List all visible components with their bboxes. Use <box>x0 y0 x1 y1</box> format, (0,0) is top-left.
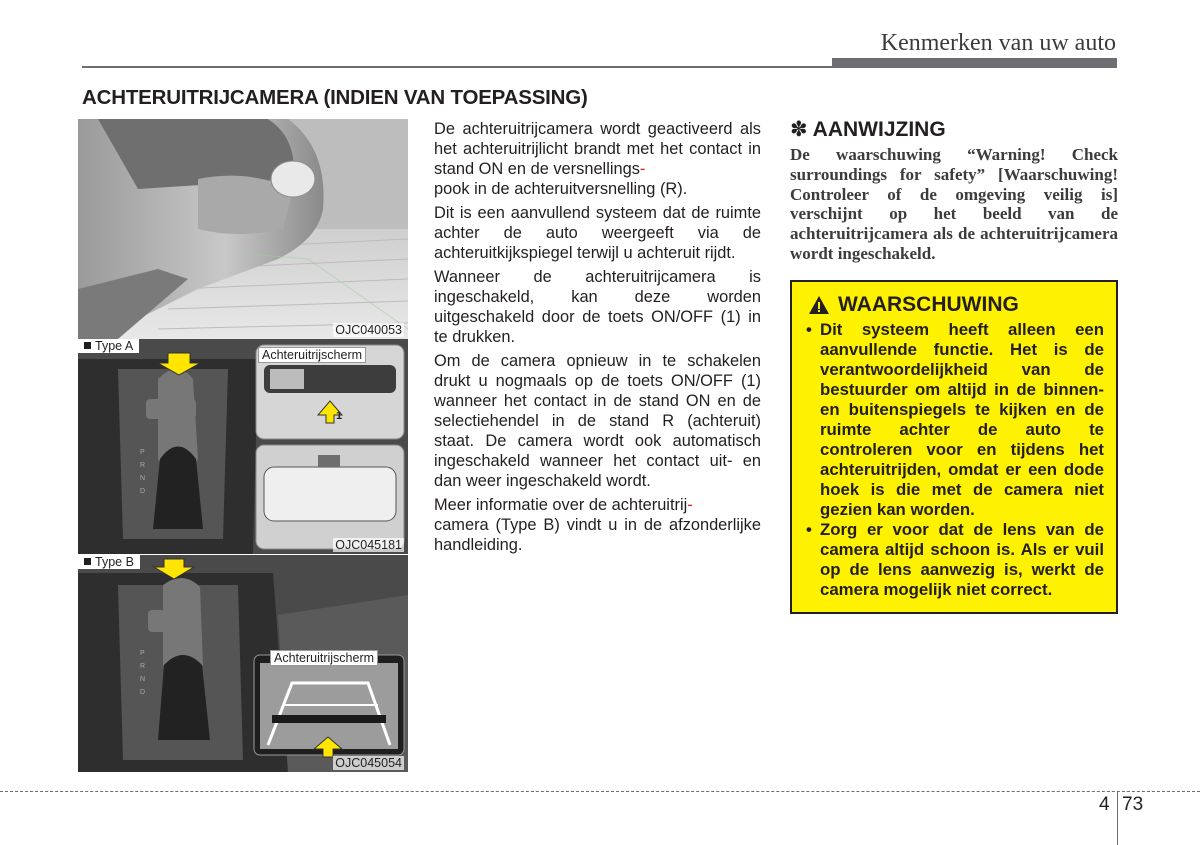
warning-box <box>790 280 1118 614</box>
svg-text:P: P <box>140 650 145 657</box>
paragraph: Dit is een aanvullend systeem dat de ruimte achter de auto weergeeft via de achteruitkijkspiegel terwijl u achteruit rijdt. <box>434 204 761 262</box>
warning-title <box>808 293 1019 317</box>
note-title-text: AANWIJZING <box>812 118 946 141</box>
footer-rule <box>0 791 1200 792</box>
paragraph <box>434 119 761 199</box>
p1-part-a: De achteruitrijcamera wordt geactiveerd als het achteruitrijlicht brandt met het contact in stand ON en de versnellings <box>434 120 761 178</box>
body-text <box>434 119 761 559</box>
p5-part-a: Meer informatie over de achteruitrij <box>434 496 688 514</box>
figure-code: OJC045181 <box>335 538 402 552</box>
figure-code: OJC045054 <box>335 756 402 770</box>
hyphen: - <box>687 496 693 514</box>
type-b-text: Type B <box>95 555 134 569</box>
callout-1: 1 <box>336 410 343 422</box>
note-title <box>790 117 946 142</box>
p5-part-b: camera (Type B) vindt u in de afzonderlijke handleiding. <box>434 516 761 554</box>
type-a-illustration <box>78 339 408 554</box>
note-text: De waarschuwing “Warning! Check surroundings for safety” [Waarschuwing! Controleer of de omgeving veilig is] verschijnt op het beeld van de achteruitrijcamera als de achteruitrijcamera wordt ingeschakeld. <box>790 145 1118 263</box>
running-header: Kenmerken van uw auto <box>880 30 1116 56</box>
inset-label-camera-screen: Achteruitrijscherm <box>270 650 378 666</box>
car-rear-illustration <box>78 119 408 339</box>
svg-text:N: N <box>140 676 146 683</box>
svg-text:D: D <box>140 689 146 696</box>
paragraph: Om de camera opnieuw in te schakelen drukt u nogmaals op de toets ON/OFF (1) wanneer het contact in de stand ON en de selectiehendel in de stand R (achteruit) staat. De camera wordt ook automatisch ingeschakeld wanneer het contact uit- en dan weer ingeschakeld wordt. <box>434 352 761 490</box>
hyphen: - <box>639 160 646 178</box>
type-b-label <box>78 555 140 569</box>
paragraph <box>434 495 761 555</box>
svg-text:N: N <box>140 475 146 482</box>
svg-text:P: P <box>140 449 145 456</box>
header-rule <box>82 66 1117 68</box>
figure-code: OJC040053 <box>335 323 402 337</box>
type-a-label <box>78 339 139 353</box>
p1-part-b: pook in de achteruitversnelling (R). <box>434 180 688 198</box>
type-a-text: Type A <box>95 339 134 353</box>
svg-text:R: R <box>140 462 146 469</box>
figure-type-a <box>78 339 408 554</box>
inset-label-mirror: Achteruitrijscherm <box>258 347 366 363</box>
figure-car-rear <box>78 119 408 339</box>
section-title: ACHTERUITRIJCAMERA (INDIEN VAN TOEPASSING) <box>82 86 588 109</box>
svg-text:D: D <box>140 488 146 495</box>
warning-list <box>806 320 1104 600</box>
paragraph: Wanneer de achteruitrijcamera is ingeschakeld, kan deze worden uitgeschakeld door de toets ON/OFF (1) in te drukken. <box>434 268 761 346</box>
page-number: 73 <box>1122 794 1144 815</box>
warning-item: • Zorg er voor dat de lens van de camera altijd schoon is. Als er vuil op de lens aanwezig is, werkt de camera mogelijk niet correct. <box>806 520 1104 600</box>
footer-divider <box>1117 792 1118 845</box>
svg-text:R: R <box>140 663 146 670</box>
warning-item: • Dit systeem heeft alleen een aanvullende functie. Het is de verantwoordelijkheid van de bestuurder om altijd in de binnen- en buitenspiegels te kijken en de ruimte achter de auto te controleren voor en tijdens het achteruitrijden, omdat er een dode hoek is die met de camera niet gezien kan worden. <box>806 320 1104 520</box>
warning-triangle-icon <box>808 295 830 315</box>
chapter-number: 4 <box>1099 794 1110 815</box>
warning-title-text: WAARSCHUWING <box>838 293 1019 316</box>
asterisk-icon: ✽ <box>790 118 808 141</box>
